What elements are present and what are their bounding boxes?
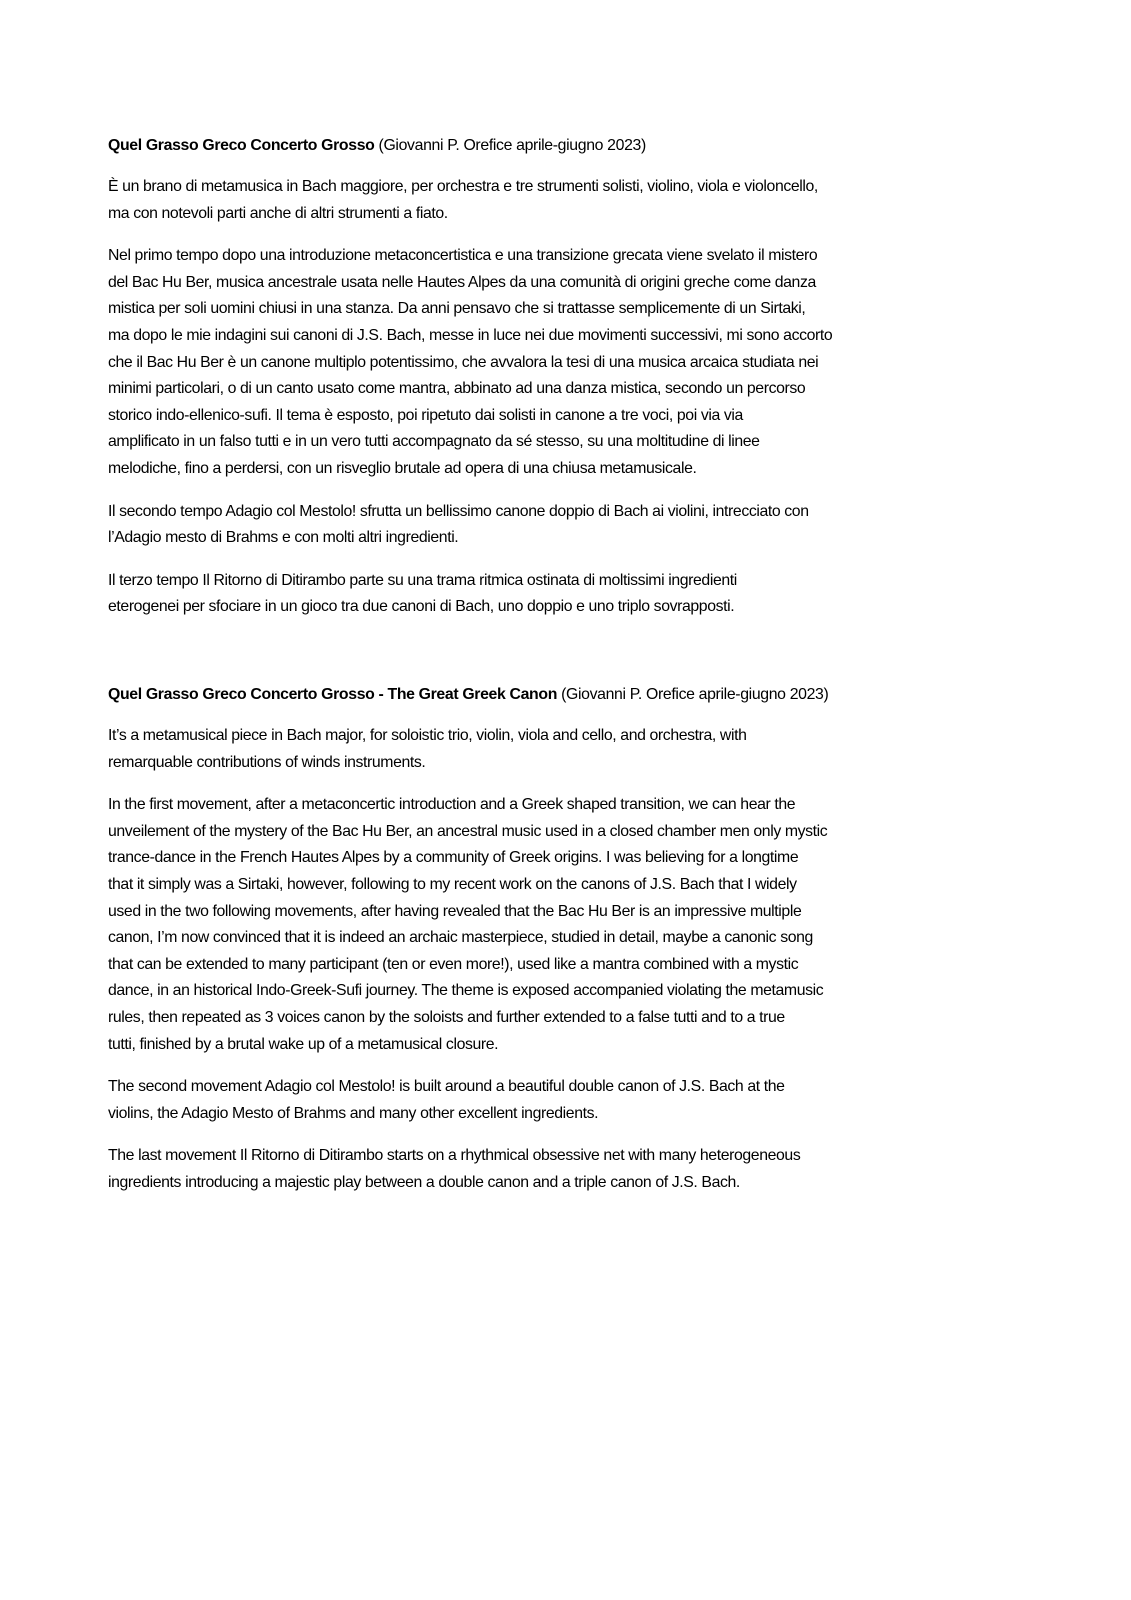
text-line: dance, in an historical Indo-Greek-Sufi journey. The theme is exposed accompanied violating the metamusic xyxy=(108,982,824,1000)
text-line: violins, the Adagio Mesto of Brahms and many other excellent ingredients. xyxy=(108,1104,599,1122)
italian-title xyxy=(108,134,1018,158)
english-title-bold: Quel Grasso Greco Concerto Grosso - The Great Greek Canon xyxy=(108,686,558,703)
text-line: trance-dance in the French Hautes Alpes by a community of Greek origins. I was believing for a longtime xyxy=(108,849,799,867)
text-line: melodiche, fino a perdersi, con un risveglio brutale ad opera di una chiusa metamusicale. xyxy=(108,459,697,477)
text-line: eterogenei per sfociare in un gioco tra due canoni di Bach, uno doppio e uno triplo sovrapposti. xyxy=(108,598,735,616)
text-line: Il terzo tempo Il Ritorno di Ditirambo parte su una trama ritmica ostinata di moltissimi ingredienti xyxy=(108,571,737,589)
text-line: amplificato in un falso tutti e in un vero tutti accompagnato da sé stesso, su una moltitudine di linee xyxy=(108,433,760,451)
italian-title-bold: Quel Grasso Greco Concerto Grosso xyxy=(108,137,375,154)
text-line: ma dopo le mie indagini sui canoni di J.S. Bach, messe in luce nei due movimenti successivi, mi sono accorto xyxy=(108,326,833,344)
text-line: The second movement Adagio col Mestolo! is built around a beautiful double canon of J.S. Bach at the xyxy=(108,1078,785,1096)
text-line: ingredients introducing a majestic play between a double canon and a triple canon of J.S. Bach. xyxy=(108,1173,740,1191)
text-line: canon, I’m now convinced that it is indeed an archaic masterpiece, studied in detail, maybe a canonic song xyxy=(108,929,813,947)
text-line: In the first movement, after a metaconcertic introduction and a Greek shaped transition, we can hear the xyxy=(108,796,796,814)
italian-title-credit: (Giovanni P. Orefice aprile-giugno 2023) xyxy=(374,137,646,154)
english-paragraph-first-movement xyxy=(108,792,1028,1058)
english-title-credit: (Giovanni P. Orefice aprile-giugno 2023) xyxy=(557,686,829,703)
english-paragraph-last-movement xyxy=(108,1143,1028,1196)
english-title xyxy=(108,683,1018,707)
text-line: that can be extended to many participant (ten or even more!), used like a mantra combined with a mystic xyxy=(108,955,799,973)
text-line: storico indo-ellenico-sufi. Il tema è esposto, poi ripetuto dai solisti in canone a tre voci, poi via via xyxy=(108,406,743,424)
text-line: ma con notevoli parti anche di altri strumenti a fiato. xyxy=(108,204,448,222)
text-line: che il Bac Hu Ber è un canone multiplo potentissimo, che avvalora la tesi di una musica arcaica studiata nei xyxy=(108,353,819,371)
italian-paragraph-intro xyxy=(108,174,1028,227)
text-line: remarquable contributions of winds instruments. xyxy=(108,753,426,771)
text-line: del Bac Hu Ber, musica ancestrale usata nelle Hautes Alpes da una comunità di origini greche come danza xyxy=(108,273,816,291)
text-line: È un brano di metamusica in Bach maggiore, per orchestra e tre strumenti solisti, violino, viola e violoncello, xyxy=(108,178,818,195)
text-line: that it simply was a Sirtaki, however, following to my recent work on the canons of J.S. Bach that I widely xyxy=(108,875,797,893)
text-line: It’s a metamusical piece in Bach major, for soloistic trio, violin, viola and cello, and orchestra, with xyxy=(108,727,747,744)
italian-paragraph-third-movement xyxy=(108,568,1028,621)
english-paragraph-intro xyxy=(108,723,1028,776)
text-line: used in the two following movements, after having revealed that the Bac Hu Ber is an impressive multiple xyxy=(108,902,802,920)
english-paragraph-second-movement xyxy=(108,1074,1028,1127)
italian-paragraph-second-movement xyxy=(108,499,1028,552)
english-section xyxy=(108,683,1028,1197)
text-line: l’Adagio mesto di Brahms e con molti altri ingredienti. xyxy=(108,529,459,547)
text-line: mistica per soli uomini chiusi in una stanza. Da anni pensavo che si trattasse semplicemente di un Sirtaki, xyxy=(108,300,806,318)
italian-paragraph-first-movement xyxy=(108,243,1028,482)
text-line: rules, then repeated as 3 voices canon by the soloists and further extended to a false tutti and to a true xyxy=(108,1008,785,1026)
italian-section xyxy=(108,134,1028,621)
text-line: Il secondo tempo Adagio col Mestolo! sfrutta un bellissimo canone doppio di Bach ai violini, intrecciato con xyxy=(108,502,809,520)
text-line: Nel primo tempo dopo una introduzione metaconcertistica e una transizione grecata viene svelato il mistero xyxy=(108,247,818,265)
text-line: unveilement of the mystery of the Bac Hu Ber, an ancestral music used in a closed chamber men only mystic xyxy=(108,822,828,840)
text-line: The last movement Il Ritorno di Ditirambo starts on a rhythmical obsessive net with many heterogeneous xyxy=(108,1147,801,1165)
text-line: tutti, finished by a brutal wake up of a metamusical closure. xyxy=(108,1035,499,1053)
text-line: minimi particolari, o di un canto usato come mantra, abbinato ad una danza mistica, secondo un percorso xyxy=(108,380,806,398)
